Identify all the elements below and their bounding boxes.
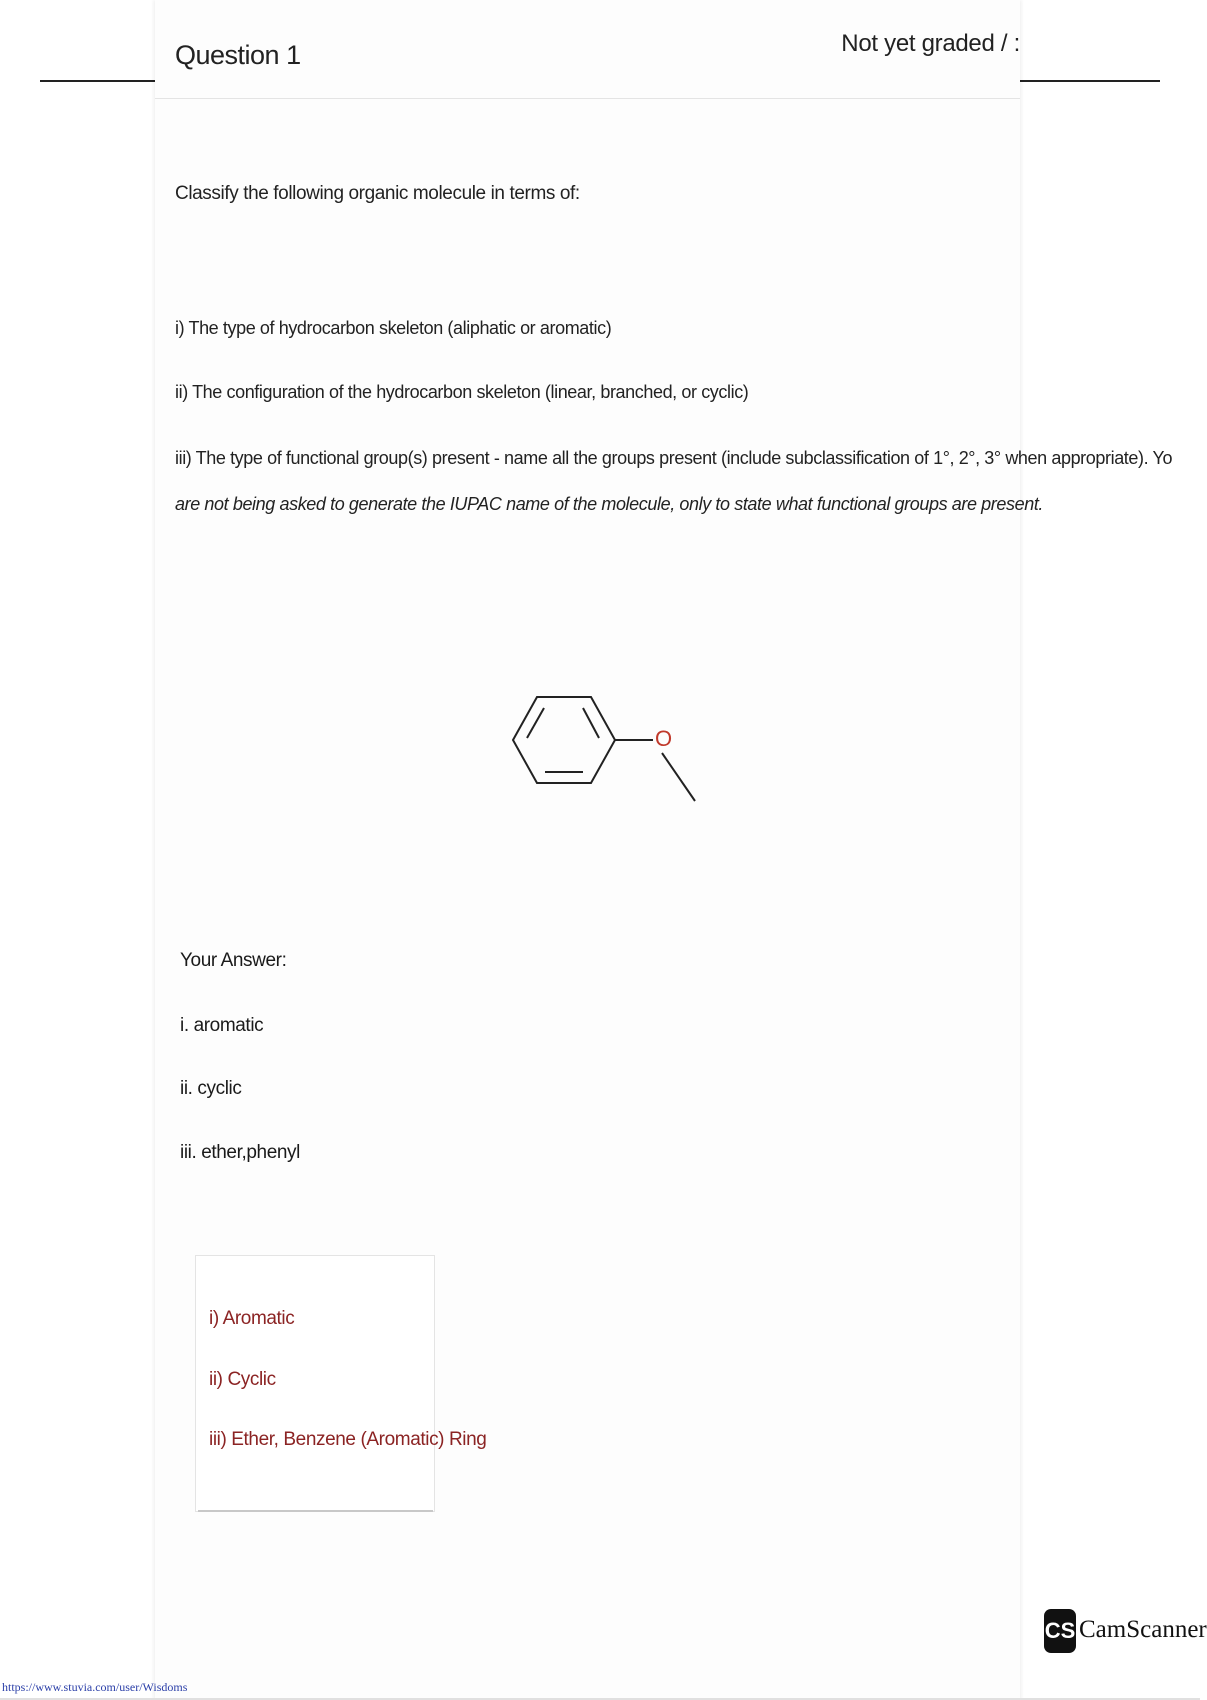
answer-line-2: ii. cyclic [180, 1078, 242, 1099]
oxygen-atom-label: O [655, 726, 673, 751]
feedback-line-2: ii) Cyclic [209, 1369, 276, 1390]
question-item-2: ii) The configuration of the hydrocarbon skeleton (linear, branched, or cyclic) [175, 382, 749, 402]
feedback-line-1: i) Aromatic [209, 1308, 295, 1329]
question-item-3: iii) The type of functional group(s) present - name all the groups present (include subclassification of 1°, 2°, 3° when appropriate). Yo [175, 448, 1173, 468]
camscanner-logo-icon: CS [1044, 1609, 1076, 1653]
o-methyl-bond [662, 753, 695, 801]
card-header-divider [155, 98, 1020, 99]
feedback-bottom-rule [198, 1510, 433, 1512]
question-item-1: i) The type of hydrocarbon skeleton (aliphatic or aromatic) [175, 318, 612, 338]
camscanner-name: CamScanner [1079, 1616, 1207, 1643]
grade-status: Not yet graded / : [841, 30, 1020, 57]
answer-line-3: iii. ether,phenyl [180, 1142, 300, 1163]
question-prompt: Classify the following organic molecule in terms of: [175, 183, 580, 204]
header-rule-right [1020, 80, 1160, 82]
anisole-structure [505, 650, 705, 830]
question-item-3-note: are not being asked to generate the IUPAC name of the molecule, only to state what functional groups are present. [175, 494, 1044, 514]
feedback-line-3: iii) Ether, Benzene (Aromatic) Ring [209, 1429, 487, 1450]
your-answer-label: Your Answer: [180, 950, 287, 971]
header-rule-left [40, 80, 155, 82]
feedback-box [195, 1255, 487, 1512]
answer-line-1: i. aromatic [180, 1015, 264, 1036]
question-title: Question 1 [175, 40, 301, 70]
footer-url-link[interactable]: https://www.stuvia.com/user/Wisdoms [2, 1680, 188, 1694]
